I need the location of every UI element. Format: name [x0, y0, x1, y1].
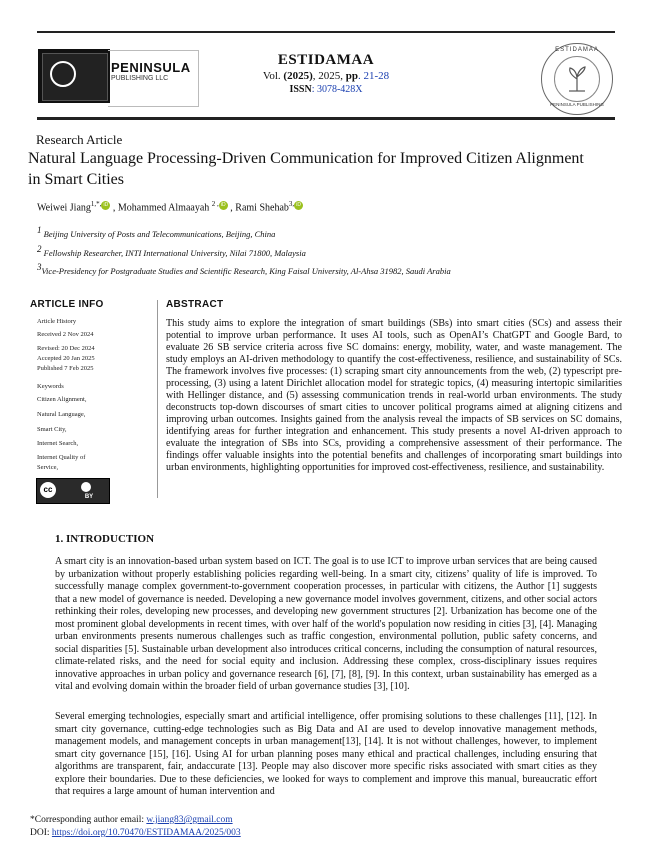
pages: . 21-28: [358, 70, 390, 82]
affiliation-text: Fellowship Researcher, INTI International University, Nilai 71800, Malaysia: [43, 247, 306, 258]
affiliation: [37, 225, 275, 239]
corresponding-label: *Corresponding author email:: [30, 815, 147, 825]
header-top-rule: [37, 31, 615, 33]
keywords-label: Keywords: [37, 383, 64, 390]
author-affiliation-marker: 3,: [288, 200, 295, 208]
keyword: Internet Search,: [37, 440, 79, 447]
header-bottom-rule: [37, 117, 615, 120]
vol-prefix: Vol.: [262, 70, 284, 82]
article-info-heading: ARTICLE INFO: [30, 299, 104, 310]
author-affiliation-marker: 2 ,: [211, 200, 219, 208]
keyword: Smart City,: [37, 426, 67, 433]
attribution-person-icon: [81, 482, 91, 492]
accepted-date: Accepted 20 Jan 2025: [37, 355, 95, 362]
doi-link[interactable]: https://doi.org/10.70470/ESTIDAMAA/2025/003: [51, 828, 241, 838]
introduction-heading: 1. INTRODUCTION: [55, 533, 155, 545]
author-name: , Mohammed Almaayah: [112, 202, 210, 214]
affiliation: [37, 244, 306, 258]
seal-bottom-text: PENINSULA PUBLISHING: [550, 102, 604, 107]
revised-date: Revised: 20 Dec 2024: [37, 345, 95, 352]
journal-seal: [541, 43, 613, 115]
published-date: Published 7 Feb 2025: [37, 365, 94, 372]
received-date: Received 2 Nov 2024: [37, 331, 94, 338]
orcid-icon[interactable]: iD: [101, 201, 110, 210]
issn-value: : 3078-428X: [311, 84, 363, 95]
seal-plant-icon: [554, 56, 600, 102]
affiliation-number: 1: [37, 225, 42, 235]
seal-top-text: ESTIDAMAA: [555, 47, 599, 53]
article-type: Research Article: [36, 132, 123, 147]
affiliation-number: 3: [37, 262, 42, 272]
publisher-name: PENINSULA: [111, 60, 191, 75]
abstract-text: This study aims to explore the integration of smart buildings (SBs) into smart cities (SCs) and assess their potential to improve urban performance. It uses AI tools, such as OpenAI’s ChatGPT and Google Bard, to evaluate 26 SB service criteria across five SC domains: energy, mobility, water, and waste management. The study employs an AI-driven methodology to quantify the cost-effectiveness, resilience, and sustainability of SCs. The framework involves five processes: (1) scraping smart city announcements from the web, (2) typescript pre-processing, (3) using a latent Dirichlet allocation model for strategic topics, (4) measuring intertopic similarities with Hellinger distance, and (5) assessing communication trends in real-world urban environments. The study deconstructs top-down discourses of smart cities to uncover political programs aimed at aligning citizens and improving urban outcomes. Insights gained from the analysis reveal the impacts of SB services on SC domains, identifying areas for further integration and enhancement. This study presents a novel AI-driven approach to evaluate the integration of SBs into SCs, providing a comprehensive assessment of their performance. The findings offer valuable insights into the potential benefits and challenges of incorporating smart buildings into urban environments, highlighting opportunities for improved cost-effectiveness, resilience, and sustainability.: [166, 318, 622, 473]
affiliation-text: Beijing University of Posts and Telecommunications, Beijing, China: [43, 228, 276, 239]
keyword: Internet Quality of: [37, 454, 86, 461]
abstract-heading: ABSTRACT: [166, 299, 224, 310]
affiliation-number: 2: [37, 244, 42, 254]
issn-line: [210, 84, 442, 95]
column-divider: [157, 300, 158, 498]
intro-paragraph: A smart city is an innovation-based urban system based on ICT. The goal is to use ICT to improve urban services that are being caused by urbanization without properly establishing policies regarding well-being. In a smart city, citizens’ quality of life is improved. To successfully manage complex government-to-government cooperation processes, in particular with citizens, the Author [1] suggests that a new model of governance is needed. Developing a new governance model involves government, citizens, and other social actors rethinking their roles, developing new processes, and developing new government structures [2]. Urbanization has become one of the most prominent global developments in recent times, with over half of the world's population now residing in cities [3], [4]. Managing urban environments presents numerous challenges such as traffic congestion, environmental pollution, public safety concerns, and social disparities [5]. Sustainable urban development also introduces critical concerns, including the consumption of natural resources, climate-related risks, and the need for social equity and inclusion. Addressing these complex, cross-disciplinary issues requires innovative approaches in urban policy and governance research [6], [7], [8], [9]. In this context, urban sustainability has emerged as a vital and evolving domain within the broader field of urban governance studies [3], [10].: [55, 556, 597, 692]
logo-emblem-icon: [50, 61, 76, 87]
publisher-tagline: PUBLISHING LLC: [111, 75, 169, 82]
author-email-link[interactable]: w.jiang83@gmail.com: [146, 815, 233, 825]
doi-note: [30, 828, 241, 838]
author-affiliation-marker: 1,*,: [90, 200, 102, 208]
author-name: , Rami Shehab: [230, 202, 289, 214]
keyword: Natural Language,: [37, 411, 86, 418]
cc-icon: cc: [40, 482, 56, 498]
keyword: Service,: [37, 464, 59, 471]
intro-paragraph: Several emerging technologies, especially smart and artificial intelligence, offer promising solutions to these challenges [11], [12]. In smart city governance, cutting-edge technologies such as Big Data and AI are used to develop innovative management methods, management models, and management concepts in urban management[13], [14]. It is not without challenges, however, to implement smart city governance [15], [16]. Using AI for urban planning poses many ethical and practical challenges, including ensuring that algorithms are transparent, fair, andaccurate [13]. People may also discover more specific risks associated with smart cities as they explore their boundaries. Due to these deficiencies, we looked for ways to complement and improve this manual, bureaucratic effort that requires a large amount of human intervention and: [55, 711, 597, 797]
article-title: Natural Language Processing-Driven Communication for Improved Citizen Alignment in Smart Cities: [28, 150, 584, 188]
corresponding-author-note: [30, 815, 233, 825]
vol-year: (2025): [283, 70, 313, 82]
affiliation: [37, 262, 451, 276]
journal-name: ESTIDAMAA: [277, 52, 375, 68]
doi-label: DOI:: [30, 828, 52, 838]
year-text: , 2025,: [312, 70, 346, 82]
publisher-logo: [38, 49, 110, 103]
issn-label: ISSN: [289, 84, 312, 95]
author-name: Weiwei Jiang: [37, 202, 91, 214]
volume-line: [210, 70, 442, 82]
pp-label: pp: [345, 70, 358, 82]
keyword: Citizen Alignment,: [37, 396, 87, 403]
orcid-icon[interactable]: iD: [294, 201, 303, 210]
affiliation-text: Vice-Presidency for Postgraduate Studies and Scientific Research, King Faisal University, Al-Ahsa 31982, Saudi Arabia: [41, 265, 451, 276]
author-list: [37, 200, 303, 213]
history-label: Article History: [37, 318, 77, 325]
cc-by-license-badge[interactable]: [36, 478, 110, 504]
orcid-icon[interactable]: iD: [219, 201, 228, 210]
cc-by-label: BY: [84, 494, 94, 500]
